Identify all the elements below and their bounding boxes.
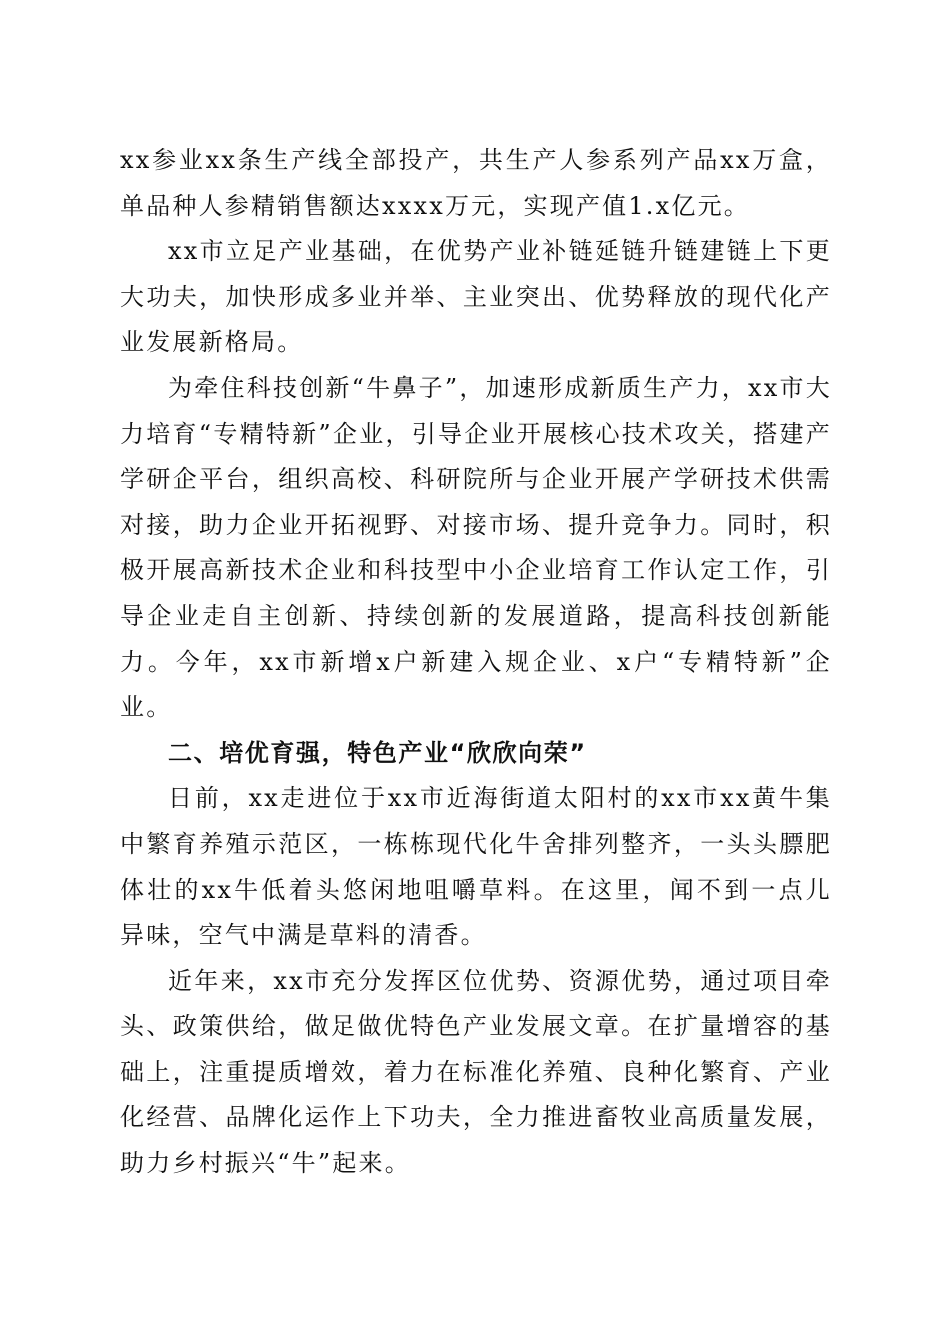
paragraph-tech-innovation: 为牵住科技创新“牛鼻子”，加速形成新质生产力，xx市大力培育“专精特新”企业，引导企业开展核心技术攻关，搭建产学研企平台，组织高校、科研院所与企业开展产学研技术供需对接，助力企业开拓视野、对接市场、提升竞争力。同时，积极开展高新技术企业和科技型中小企业培育工作认定工作，引导企业走自主创新、持续创新的发展道路，提高科技创新能力。今年，xx市新增x户新建入规企业、x户“专精特新”企业。 — [120, 373, 832, 722]
paragraph-animal-husbandry: 近年来，xx市充分发挥区位优势、资源优势，通过项目牵头、政策供给，做足做优特色产业发展文章。在扩量增容的基础上，注重提质增效，着力在标准化养殖、良种化繁育、产业化经营、品牌化运作上下功夫，全力推进畜牧业高质量发展，助力乡村振兴“牛”起来。 — [120, 966, 832, 1178]
paragraph-industry-foundation: xx市立足产业基础，在优势产业补链延链升链建链上下更大功夫，加快形成多业并举、主业突出、优势释放的现代化产业发展新格局。 — [120, 237, 832, 357]
paragraph-cattle-farm: 日前，xx走进位于xx市近海街道太阳村的xx市xx黄牛集中繁育养殖示范区，一栋栋现代化牛舍排列整齐，一头头膘肥体壮的xx牛低着头悠闲地咀嚼草料。在这里，闻不到一点儿异味，空气中满是草料的清香。 — [120, 784, 832, 950]
section-heading: 二、培优育强，特色产业“欣欣向荣” — [168, 738, 587, 767]
paragraph-continued: xx参业xx条生产线全部投产，共生产人参系列产品xx万盒，单品种人参精销售额达xxxx万元，实现产值1.x亿元。 — [120, 146, 832, 220]
document-body — [120, 138, 832, 1187]
